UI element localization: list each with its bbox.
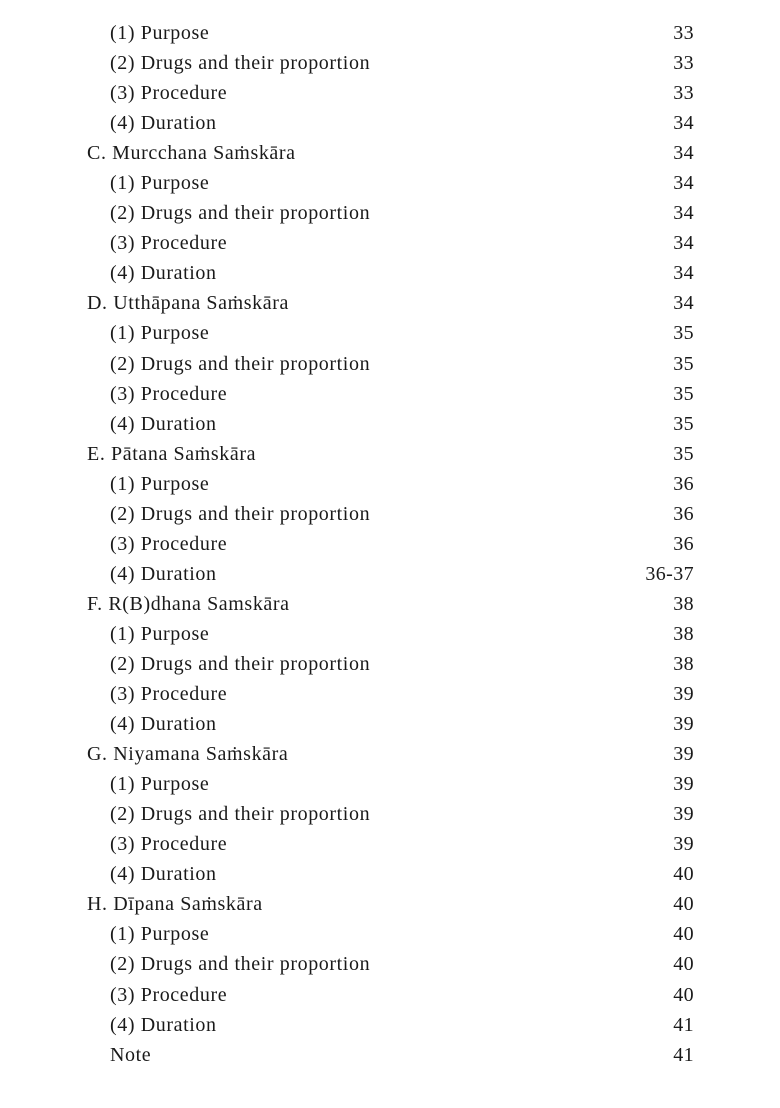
toc-entry[interactable] xyxy=(0,829,780,859)
toc-entry-page: 40 xyxy=(673,863,694,886)
toc-entry-page: 33 xyxy=(673,52,694,75)
toc-entry-page: 34 xyxy=(673,112,694,135)
toc-entry-page: 35 xyxy=(673,382,694,405)
toc-section-label: E. Pātana Saṁskāra xyxy=(87,442,257,465)
toc-section-label: C. Murcchana Saṁskāra xyxy=(87,142,296,165)
toc-entry[interactable] xyxy=(0,679,780,709)
toc-entry-label: (3) Procedure xyxy=(110,82,228,105)
toc-section-entry[interactable] xyxy=(0,288,780,318)
toc-entry-page: 38 xyxy=(673,652,694,675)
toc-entry-label: (3) Procedure xyxy=(110,532,228,555)
toc-entry-page: 41 xyxy=(673,1043,694,1066)
toc-entry-page: 36 xyxy=(673,472,694,495)
toc-entry[interactable] xyxy=(0,168,780,198)
toc-entry[interactable] xyxy=(0,919,780,949)
toc-entry-label: (3) Procedure xyxy=(110,382,228,405)
toc-entry-page: 34 xyxy=(673,262,694,285)
toc-entry[interactable] xyxy=(0,949,780,979)
toc-section-entry[interactable] xyxy=(0,589,780,619)
toc-entry-label: (1) Purpose xyxy=(110,773,210,796)
toc-entry-label: (3) Procedure xyxy=(110,983,228,1006)
toc-entry-page: 36-37 xyxy=(645,562,694,585)
toc-section-label: G. Niyamana Saṁskāra xyxy=(87,743,289,766)
toc-entry[interactable] xyxy=(0,980,780,1010)
toc-entry-page: 38 xyxy=(673,622,694,645)
toc-entry[interactable] xyxy=(0,529,780,559)
toc-entry[interactable] xyxy=(0,409,780,439)
toc-entry[interactable] xyxy=(0,349,780,379)
toc-section-label: D. Utthāpana Saṁskāra xyxy=(87,292,289,315)
toc-entry-page: 39 xyxy=(673,803,694,826)
toc-entry-page: 35 xyxy=(673,412,694,435)
toc-entry-label: (2) Drugs and their proportion xyxy=(110,352,371,375)
toc-entry[interactable] xyxy=(0,559,780,589)
toc-section-entry[interactable] xyxy=(0,439,780,469)
toc-entry[interactable] xyxy=(0,649,780,679)
toc-entry-label: (4) Duration xyxy=(110,112,217,135)
toc-entry-label: (1) Purpose xyxy=(110,622,210,645)
toc-entry-page: 40 xyxy=(673,983,694,1006)
toc-entry-label: (1) Purpose xyxy=(110,472,210,495)
toc-entry[interactable] xyxy=(0,198,780,228)
toc-entry[interactable] xyxy=(0,379,780,409)
toc-entry[interactable] xyxy=(0,709,780,739)
toc-entry[interactable] xyxy=(0,18,780,48)
toc-entry[interactable] xyxy=(0,318,780,348)
toc-entry-label: (4) Duration xyxy=(110,262,217,285)
toc-section-label: F. R(B)dhana Samskāra xyxy=(87,592,290,615)
toc-entry[interactable] xyxy=(0,859,780,889)
toc-section-entry[interactable] xyxy=(0,889,780,919)
toc-entry-label: (1) Purpose xyxy=(110,923,210,946)
toc-entry-page: 34 xyxy=(673,172,694,195)
toc-entry-label: (1) Purpose xyxy=(110,322,210,345)
toc-entry[interactable] xyxy=(0,799,780,829)
toc-entry[interactable] xyxy=(0,499,780,529)
toc-entry-page: 35 xyxy=(673,442,694,465)
toc-entry-label: (4) Duration xyxy=(110,713,217,736)
toc-entry-page: 35 xyxy=(673,322,694,345)
toc-section-entry[interactable] xyxy=(0,739,780,769)
toc-section-entry[interactable] xyxy=(0,138,780,168)
toc-entry-label: (2) Drugs and their proportion xyxy=(110,803,371,826)
toc-entry[interactable] xyxy=(0,48,780,78)
table-of-contents xyxy=(0,18,780,1070)
toc-entry-page: 34 xyxy=(673,202,694,225)
toc-entry-label: (2) Drugs and their proportion xyxy=(110,502,371,525)
toc-entry[interactable] xyxy=(0,769,780,799)
toc-entry-page: 39 xyxy=(673,683,694,706)
toc-entry[interactable] xyxy=(0,228,780,258)
toc-entry-label: (2) Drugs and their proportion xyxy=(110,953,371,976)
toc-entry-label: Note xyxy=(110,1043,152,1066)
toc-entry[interactable] xyxy=(0,78,780,108)
toc-entry-page: 34 xyxy=(673,232,694,255)
toc-entry-label: (3) Procedure xyxy=(110,833,228,856)
toc-entry-page: 40 xyxy=(673,923,694,946)
toc-entry-page: 36 xyxy=(673,502,694,525)
toc-entry-page: 39 xyxy=(673,773,694,796)
toc-section-label: H. Dīpana Saṁskāra xyxy=(87,893,263,916)
toc-entry-page: 36 xyxy=(673,532,694,555)
toc-entry-label: (2) Drugs and their proportion xyxy=(110,52,371,75)
toc-entry-page: 38 xyxy=(673,592,694,615)
toc-entry-page: 33 xyxy=(673,22,694,44)
toc-entry-page: 35 xyxy=(673,352,694,375)
toc-entry-page: 34 xyxy=(673,292,694,315)
toc-entry-label: (4) Duration xyxy=(110,863,217,886)
toc-entry[interactable] xyxy=(0,619,780,649)
toc-entry-label: (4) Duration xyxy=(110,412,217,435)
toc-entry[interactable] xyxy=(0,469,780,499)
toc-entry-page: 39 xyxy=(673,743,694,766)
toc-entry[interactable] xyxy=(0,108,780,138)
toc-entry-page: 34 xyxy=(673,142,694,165)
toc-entry-page: 33 xyxy=(673,82,694,105)
toc-entry-label: (1) Purpose xyxy=(110,172,210,195)
toc-entry-label: (4) Duration xyxy=(110,1013,217,1036)
toc-entry-page: 40 xyxy=(673,893,694,916)
toc-entry-label: (2) Drugs and their proportion xyxy=(110,202,371,225)
toc-entry[interactable] xyxy=(0,258,780,288)
toc-entry-label: (1) Purpose xyxy=(110,22,210,44)
toc-entry-note[interactable] xyxy=(0,1040,780,1070)
toc-entry-page: 40 xyxy=(673,953,694,976)
toc-entry[interactable] xyxy=(0,1010,780,1040)
toc-entry-page: 41 xyxy=(673,1013,694,1036)
toc-entry-page: 39 xyxy=(673,713,694,736)
toc-entry-page: 39 xyxy=(673,833,694,856)
toc-entry-label: (2) Drugs and their proportion xyxy=(110,652,371,675)
toc-entry-label: (3) Procedure xyxy=(110,683,228,706)
toc-entry-label: (4) Duration xyxy=(110,562,217,585)
toc-entry-label: (3) Procedure xyxy=(110,232,228,255)
